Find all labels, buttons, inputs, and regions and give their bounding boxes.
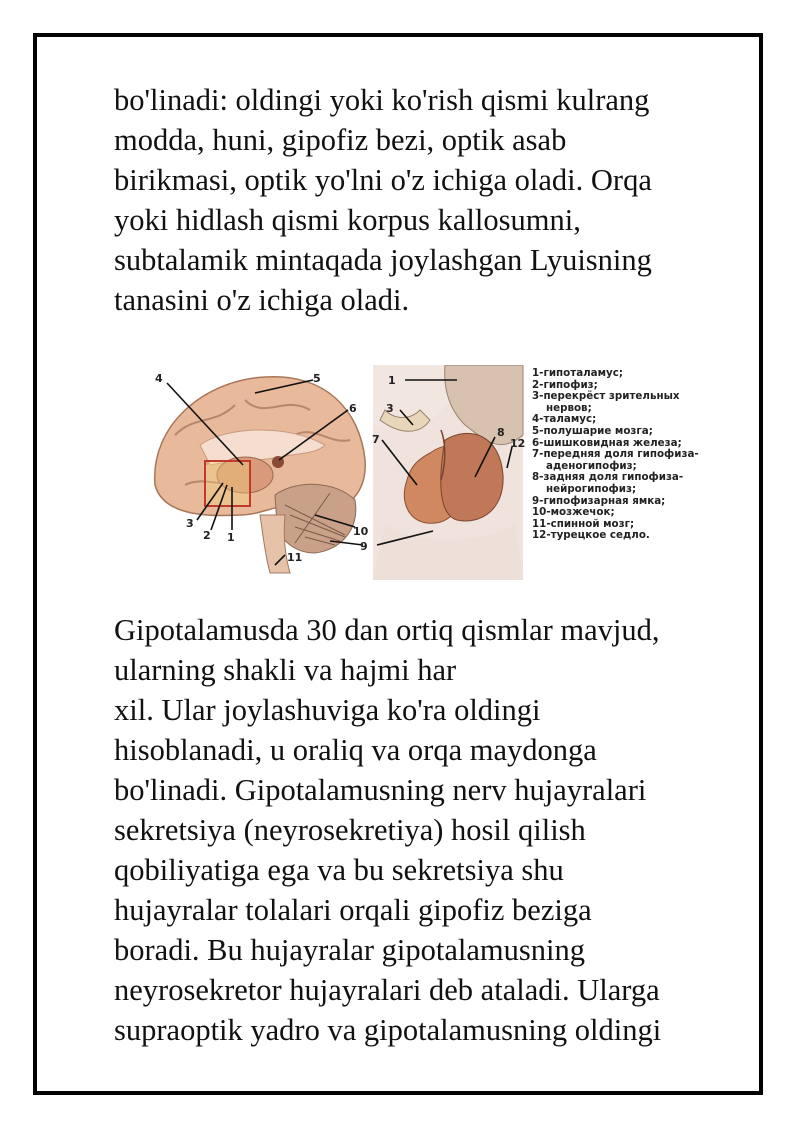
text-line: bo'linadi. Gipotalamusning nerv hujayralari [114, 773, 647, 807]
label-7: 7 [372, 433, 380, 446]
text-line: subtalamik mintaqada joylashgan Lyuisning [114, 243, 652, 277]
text-line: birikmasi, optik yo'lni o'z ichiga oladi. Orqa [114, 163, 652, 197]
label-3: 3 [386, 402, 394, 415]
text-line: yoki hidlash qismi korpus kallosumni, [114, 203, 581, 237]
legend-item: 5-полушарие мозга; [532, 424, 653, 437]
label-8: 8 [497, 426, 505, 439]
legend-item: 6-шишковидная железа; [532, 436, 682, 449]
legend-item: нейрогипофиз; [546, 482, 637, 495]
legend-item: 8-задняя доля гипофиза- [532, 471, 684, 484]
legend-item: 12-турецкое седло. [532, 529, 650, 542]
text-line: hujayralar tolalari orqali gipofiz beziga [114, 893, 592, 927]
paragraph-top [114, 80, 754, 320]
label-1: 1 [388, 374, 396, 387]
label-12: 12 [510, 437, 526, 450]
legend-item: 2-гипофиз; [532, 378, 598, 391]
text-line: qobiliyatiga ega va bu sekretsiya shu [114, 853, 564, 887]
text-line: modda, huni, gipofiz bezi, optik asab [114, 123, 567, 157]
text-line: bo'linadi: oldingi yoki ko'rish qismi kulrang [114, 83, 650, 117]
legend-item: 10-мозжечок; [532, 506, 615, 519]
legend-item: 11-спинной мозг; [532, 517, 635, 530]
legend-item: 9-гипофизарная ямка; [532, 494, 666, 507]
brain-drawing [155, 377, 366, 573]
legend-item: нервов; [546, 401, 592, 414]
legend-item: 7-передняя доля гипофиза- [532, 448, 699, 461]
legend-item: 1-гипоталамус; [532, 367, 623, 379]
label-11: 11 [287, 551, 303, 564]
label-4: 4 [155, 372, 163, 385]
text-line: Gipotalamusda 30 dan ortiq qismlar mavjud, [114, 613, 660, 647]
text-line: boradi. Bu hujayralar gipotalamusning [114, 933, 585, 967]
text-line: xil. Ular joylashuviga ko'ra oldingi [114, 693, 541, 727]
label-10: 10 [353, 525, 369, 538]
figure-legend [532, 368, 699, 542]
legend-item: 3-перекрёст зрительных [532, 390, 680, 403]
text-line: neyrosekretor hujayralari deb ataladi. Ularga [114, 973, 660, 1007]
text-line: supraoptik yadro va gipotalamusning oldingi [114, 1013, 662, 1047]
label-5: 5 [313, 372, 321, 385]
label-2: 2 [203, 529, 211, 542]
label-9: 9 [360, 540, 368, 553]
label-1: 1 [227, 531, 235, 544]
label-3: 3 [186, 517, 194, 530]
label-6: 6 [349, 402, 357, 415]
legend-item: 4-таламус; [532, 413, 597, 426]
text-line: ularning shakli va hajmi har [114, 653, 457, 687]
text-line: tanasini o'z ichiga oladi. [114, 283, 410, 317]
paragraph-bottom [114, 610, 754, 1050]
text-line: hisoblanadi, u oraliq va orqa maydonga [114, 733, 597, 767]
pituitary-drawing [373, 365, 526, 580]
legend-item: аденогипофиз; [546, 459, 637, 472]
text-line: sekretsiya (neyrosekretiya) hosil qilish [114, 813, 586, 847]
